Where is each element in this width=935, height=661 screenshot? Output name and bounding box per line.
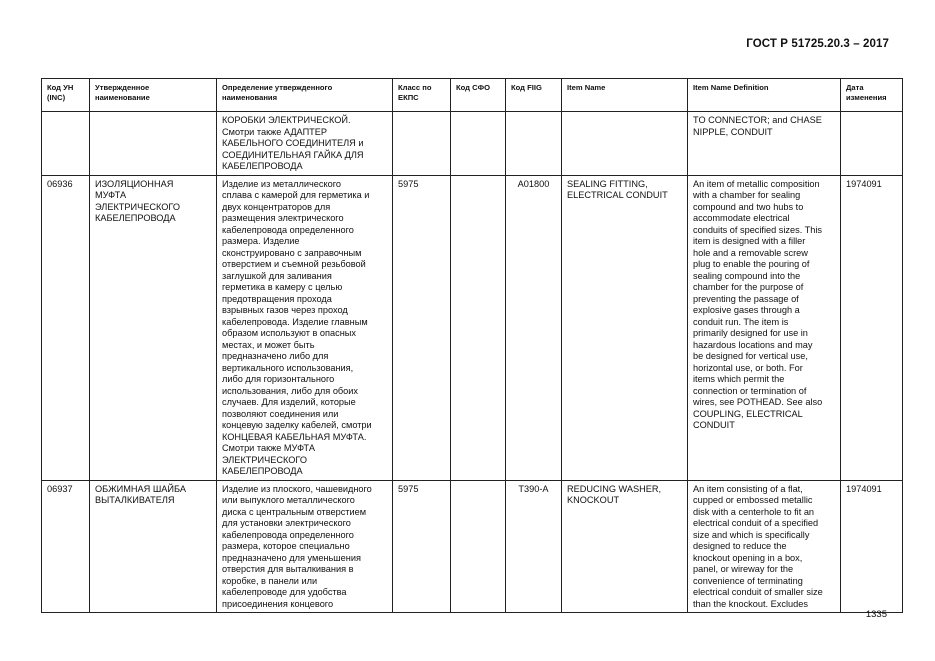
- nomenclature-table: [41, 78, 903, 613]
- page-number: 1335: [865, 609, 887, 620]
- cell-fiig: A01800: [506, 175, 562, 480]
- cell-item-name: [562, 112, 688, 176]
- table-row: [42, 480, 903, 613]
- col-header-fiig: Код FIIG: [506, 79, 562, 112]
- cell-change-date: 1974091: [841, 480, 903, 613]
- cell-inc: 06936: [42, 175, 90, 480]
- cell-class: 5975: [393, 480, 451, 613]
- cell-approved-name: [90, 112, 217, 176]
- cell-fiig: [506, 112, 562, 176]
- cell-class: 5975: [393, 175, 451, 480]
- cell-definition: Изделие из плоского, чашевидного или выпуклого металлического диска с центральным отверстием для установки электрического кабелепровода определенного размера, которое специально предназначено для уменьшения отверстия для выталкивания в коробке, в панели или кабелепроводе для удобства присоединения концевого: [217, 480, 393, 613]
- col-header-approved-name: Утвержденное наименование: [90, 79, 217, 112]
- table-header-row: [42, 79, 903, 112]
- cell-definition: КОРОБКИ ЭЛЕКТРИЧЕСКОЙ. Смотри также АДАПТЕР КАБЕЛЬНОГО СОЕДИНИТЕЛЯ и СОЕДИНИТЕЛЬНАЯ ГАЙКА ДЛЯ КАБЕЛЕПРОВОДА: [217, 112, 393, 176]
- cell-approved-name: ИЗОЛЯЦИОННАЯ МУФТА ЭЛЕКТРИЧЕСКОГО КАБЕЛЕПРОВОДА: [90, 175, 217, 480]
- col-header-definition: Определение утвержденного наименования: [217, 79, 393, 112]
- cell-item-name: REDUCING WASHER, KNOCKOUT: [562, 480, 688, 613]
- cell-sfo: [451, 112, 506, 176]
- cell-item-name: SEALING FITTING, ELECTRICAL CONDUIT: [562, 175, 688, 480]
- cell-sfo: [451, 175, 506, 480]
- table-row: [42, 112, 903, 176]
- col-header-item-name-definition: Item Name Definition: [688, 79, 841, 112]
- col-header-sfo: Код СФО: [451, 79, 506, 112]
- cell-class: [393, 112, 451, 176]
- cell-item-name-definition: An item consisting of a flat, cupped or embossed metallic disk with a centerhole to fit an electrical conduit of a specified size and which is specifically designed to reduce the knockout opening in a box, panel, or wireway for the convenience of terminating electrical conduit of smaller size than the knockout. Excludes: [688, 480, 841, 613]
- cell-sfo: [451, 480, 506, 613]
- cell-inc: 06937: [42, 480, 90, 613]
- cell-definition: Изделие из металлического сплава с камерой для герметика и двух концентраторов для размещения электрического кабелепровода определенного размера. Изделие сконструировано с заправочным отверстием и съемной резьбовой заглушкой для заливания герметика в камеру с целью предотвращения прохода взрывных газов через проход кабелепровода. Изделие главным образом используют в опасных местах, и может быть предназначено либо для вертикального использования, либо для горизонтального использования, либо для обоих случаев. Для изделий, которые позволяют соединения или концевую заделку кабелей, смотри КОНЦЕВАЯ КАБЕЛЬНАЯ МУФТА. Смотри также МУФТА ЭЛЕКТРИЧЕСКОГО КАБЕЛЕПРОВОДА: [217, 175, 393, 480]
- cell-fiig: T390-A: [506, 480, 562, 613]
- table-row: [42, 175, 903, 480]
- cell-item-name-definition: TO CONNECTOR; and CHASE NIPPLE, CONDUIT: [688, 112, 841, 176]
- col-header-inc: Код УН (INC): [42, 79, 90, 112]
- col-header-change-date: Дата изменения: [841, 79, 903, 112]
- document-standard-header: ГОСТ Р 51725.20.3 – 2017: [746, 38, 889, 50]
- cell-inc: [42, 112, 90, 176]
- col-header-class: Класс по ЕКПС: [393, 79, 451, 112]
- cell-approved-name: ОБЖИМНАЯ ШАЙБА ВЫТАЛКИВАТЕЛЯ: [90, 480, 217, 613]
- col-header-item-name: Item Name: [562, 79, 688, 112]
- cell-change-date: 1974091: [841, 175, 903, 480]
- cell-change-date: [841, 112, 903, 176]
- cell-item-name-definition: An item of metallic composition with a chamber for sealing compound and two hubs to accommodate electrical conduits of specified sizes. This item is designed with a filler hole and a removable screw plug to enable the pouring of sealing compound into the chamber for the purpose of preventing the passage of explosive gases through a conduit run. The item is primarily designed for use in hazardous locations and may be designed for vertical use, horizontal use, or both. For items which permit the connection or termination of wires, see POTHEAD. See also COUPLING, ELECTRICAL CONDUIT: [688, 175, 841, 480]
